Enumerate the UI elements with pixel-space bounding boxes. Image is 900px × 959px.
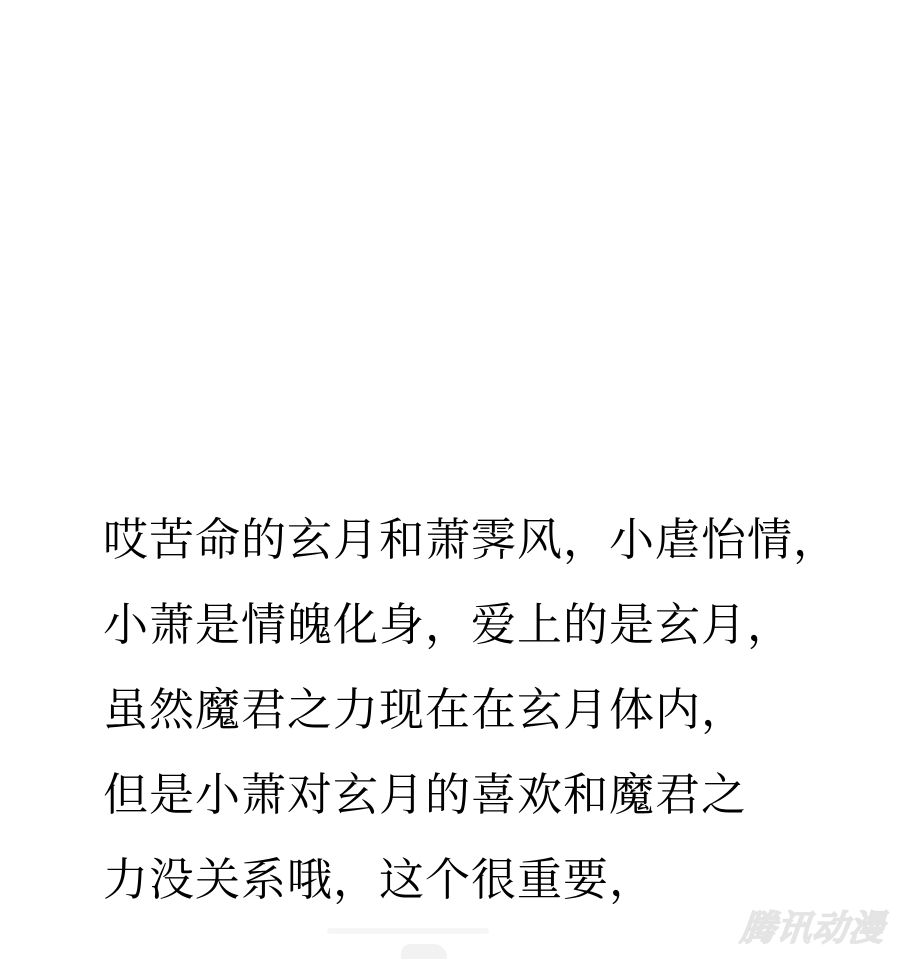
caption-line-3: 虽然魔君之力现在在玄月体内， — [103, 684, 748, 735]
next-panel-bleed-bar — [327, 928, 489, 934]
caption-text — [103, 497, 863, 922]
tencent-comics-watermark-logo: 腾讯动漫 — [738, 909, 887, 948]
caption-line-2: 小萧是情魄化身，爱上的是玄月， — [103, 599, 794, 650]
caption-line-5: 力没关系哦，这个很重要， — [103, 854, 656, 905]
caption-line-1: 哎苦命的玄月和萧霁风，小虐怡情， — [103, 514, 840, 565]
next-panel-bleed-blob — [401, 944, 447, 959]
caption-line-4: 但是小萧对玄月的喜欢和魔君之 — [103, 769, 748, 820]
